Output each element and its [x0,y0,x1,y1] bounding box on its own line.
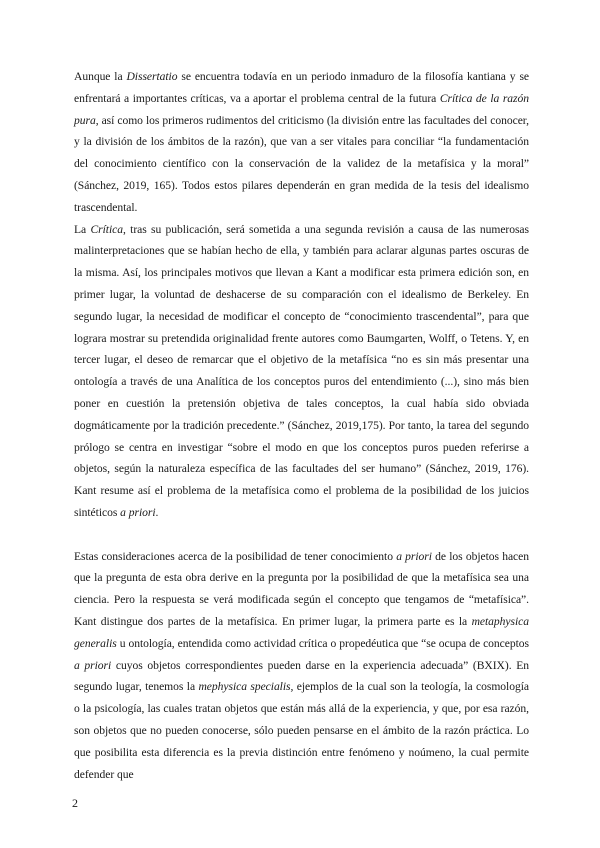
body-text [74,66,529,785]
text-run: u ontología, entendida como actividad crítica o propedéutica que “se ocupa de conceptos [116,636,529,650]
italic-text-run: Crítica [90,222,123,236]
italic-text-run: a priori [120,505,156,519]
italic-text-run: Dissertatio [126,70,178,83]
text-run: , así como los primeros rudimentos del criticismo (la división entre las facultades del conocer, y la división de los ámbitos de la razón), que van a ser vitales para conciliar “la fundamentación del conocimiento científico con la conservación de la validez de la metafísica y la moral” (Sánchez, 2019, 165). Todos estos pilares dependerán en gran medida de la tesis del idealismo trascendental. [74,113,529,214]
text-run: se encuentra todavía en un periodo inmaduro de la filosofía kantiana y se enfrentará a importantes críticas, va a aportar el problema central de la futura [74,70,530,105]
text-run: La [74,222,91,236]
italic-text-run: mephysica specialis, [198,680,294,694]
text-run: Estas consideraciones acerca de la posibilidad de tener conocimiento [74,549,397,563]
text-run: , tras su publicación, será sometida a una segunda revisión a causa de las numerosas malinterpretaciones que se habían hecho de ella, y también para aclarar algunas partes oscuras de la misma. Así, los principales motivos que llevan a Kant a modificar esta primera edición son, en primer lugar, la voluntad de deshacerse de su comparación con el idealismo de Berkeley. En segundo lugar, la necesidad de modificar el concepto de “conocimiento trascendental”, para que lograra mostrar su pretendida originalidad frente autores como Baumgarten, Wolff, o Tetens. Y, en tercer lugar, el deseo de remarcar que el objetivo de la metafísica “no es sin más presentar una ontología a través de una Analítica de los conceptos puros del entendimiento (...), sino más bien poner en cuestión la pretensión objetiva de tales conceptos, la cual había sido obviada dogmáticamente por la tradición precedente.” (Sánchez, 2019,175). Por tanto, la tarea del segundo prólogo se centra en investigar “sobre el modo en que los conceptos puros pueden referirse a objetos, según la naturaleza específica de las facultades del ser humano” (Sánchez, 2019, 176). Kant resume así el problema de la metafísica como el problema de la posibilidad de los juicios sintéticos [74,222,529,519]
text-run: . [155,505,159,519]
italic-text-run: a priori [396,549,432,563]
text-run: Aunque la [74,70,127,83]
paragraph-1 [74,66,529,219]
text-run: de los objetos hacen que la pregunta de esta obra derive en la pregunta por la posibilidad de que la metafísica sea una ciencia. Pero la respuesta se verá modificada según el concepto que tengamos de “metafísica”. Kant distingue dos partes de la metafísica. En primer lugar, la primera parte es la [74,549,529,628]
page-number: 2 [72,796,78,810]
paragraph-2 [74,219,529,524]
text-run: ejemplos de la cual son la teología, la cosmología o la psicología, las cuales tratan objetos que están más allá de la experiencia, y que, por esa razón, son objetos que no pueden conocerse, sólo pueden pensarse en el ámbito de la razón práctica. Lo que posibilita esta diferencia es la previa distinción entre fenómeno y noúmeno, la cual permite defender que [74,680,529,781]
italic-text-run: metaphysica generalis [74,614,529,650]
paragraph-3 [74,546,529,786]
text-run: cuyos objetos correspondientes pueden darse en la experiencia adecuada” (BXIX). En segundo lugar, tenemos la [74,658,530,694]
italic-text-run: a priori [74,658,112,672]
italic-text-run: Crítica de la razón pura [74,91,529,127]
